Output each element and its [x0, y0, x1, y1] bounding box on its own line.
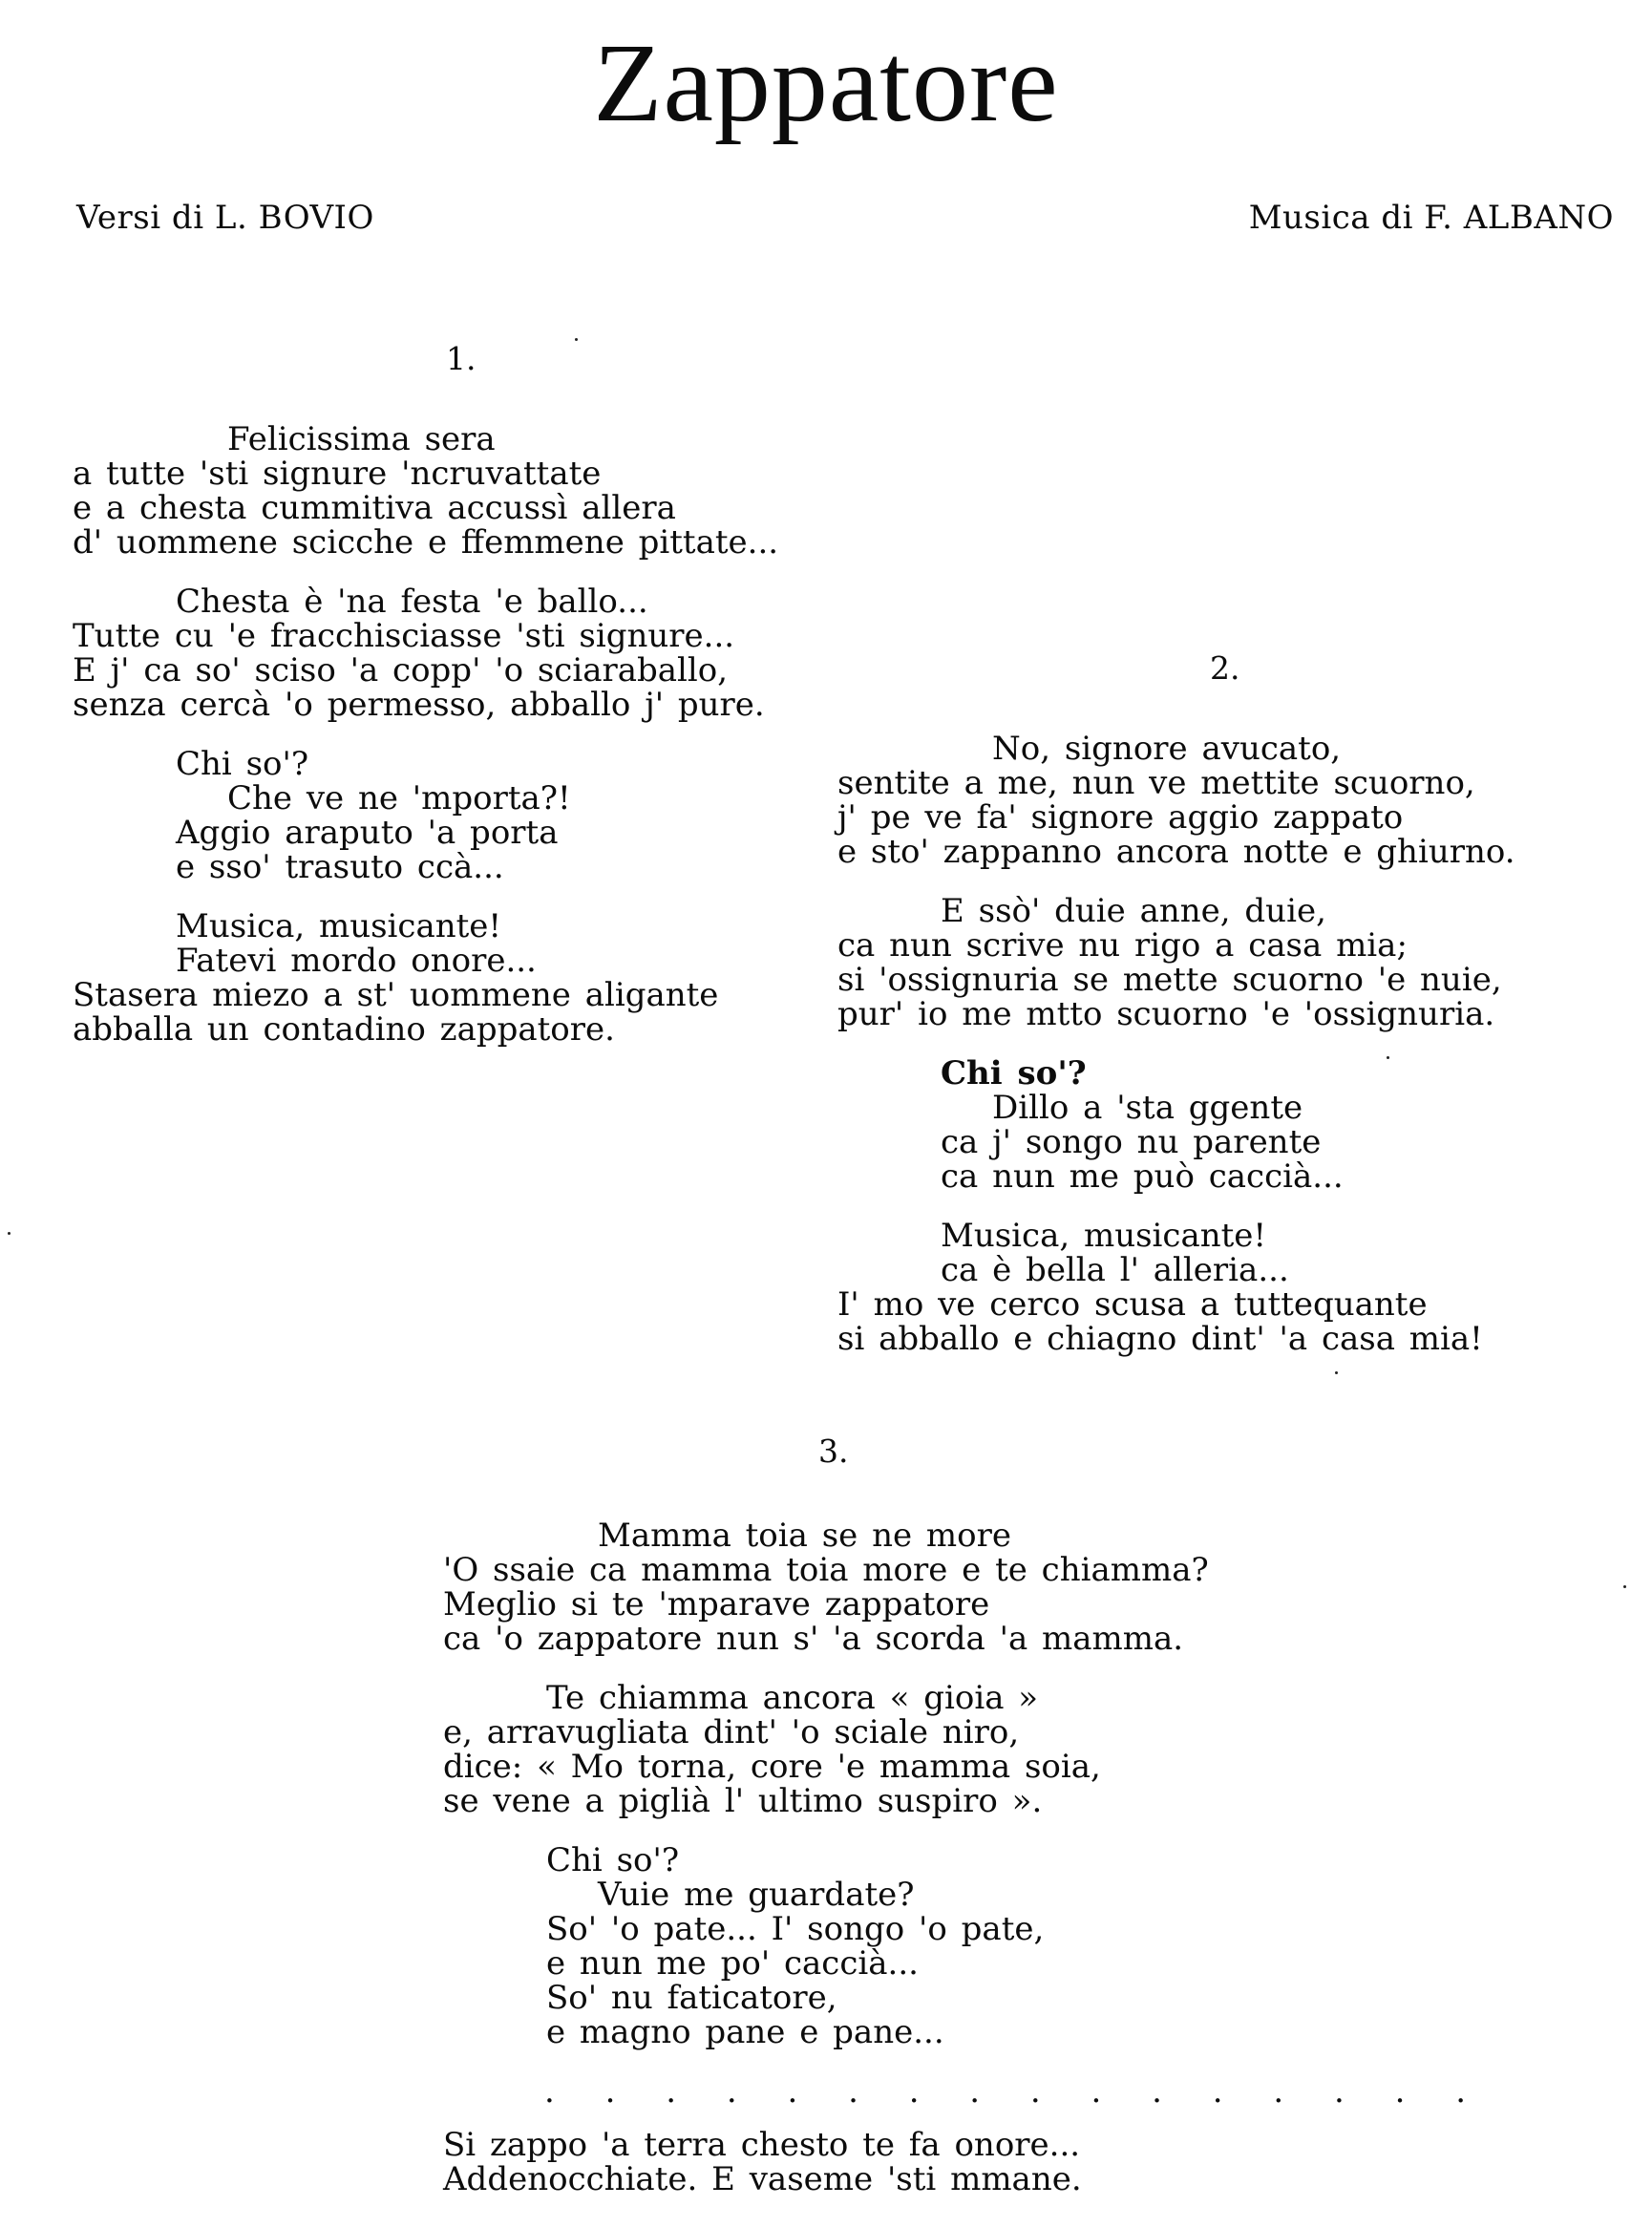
verse-line: Si zappo 'a terra chesto te fa onore...	[443, 2126, 1081, 2164]
verse-line: si abballo e chiagno dint' 'a casa mia!	[837, 1320, 1483, 1358]
verse-line: a tutte 'sti signure 'ncruvattate	[73, 455, 602, 493]
verse-line: Meglio si te 'mparave zappatore	[443, 1585, 990, 1623]
stanza-3-ending	[443, 2128, 1082, 2196]
verse-line: Chi so'?	[176, 745, 309, 783]
verse-line: So' 'o pate... I' songo 'o pate,	[546, 1910, 1045, 1948]
verse-line: E ssò' duie anne, duie,	[941, 892, 1326, 930]
print-speck	[1623, 1585, 1626, 1588]
verse-line: Te chiamma ancora « gioia »	[546, 1679, 1039, 1717]
verse-line: se vene a piglià l' ultimo suspiro ».	[443, 1782, 1043, 1820]
stanza-number-2: 2.	[1210, 649, 1240, 687]
stanza-2	[837, 732, 1515, 1356]
verse-line: Chi so'?	[941, 1054, 1087, 1093]
verse-line: e, arravugliata dint' 'o sciale niro,	[443, 1713, 1020, 1751]
print-speck	[575, 338, 578, 341]
verse-line: dice: « Mo torna, core 'e mamma soia,	[443, 1748, 1101, 1786]
print-speck	[1335, 1371, 1338, 1374]
verse-line: Musica, musicante!	[176, 907, 502, 945]
verse-line: e a chesta cummitiva accussì allera	[73, 489, 676, 527]
verse-line: Felicissima sera	[227, 420, 496, 458]
ellipsis-separator: . . . . . . . . . . . . . . . .	[544, 2072, 1487, 2111]
verse-line: ca nun me può caccià...	[941, 1157, 1344, 1196]
verse-line: senza cercà 'o permesso, abballo j' pure.	[73, 686, 765, 724]
print-speck	[1387, 1056, 1389, 1059]
verse-line: j' pe ve fa' signore aggio zappato	[837, 798, 1404, 837]
print-speck	[8, 1232, 11, 1235]
verse-line: Musica, musicante!	[941, 1217, 1267, 1255]
stanza-number-3: 3.	[818, 1432, 849, 1470]
verse-line: e magno pane e pane...	[546, 2013, 944, 2051]
composer-credit: Musica di F. ALBANO	[1248, 199, 1614, 237]
verse-line: Chi so'?	[546, 1841, 680, 1879]
verse-line: Addenocchiate. E vaseme 'sti mmane.	[443, 2160, 1082, 2198]
song-title: Zappatore	[593, 20, 1059, 145]
verse-line: ca è bella l' alleria...	[941, 1251, 1289, 1289]
verse-line: e sso' trasuto ccà...	[176, 848, 504, 886]
stanza-1	[73, 422, 778, 1047]
lyricist-credit: Versi di L. BOVIO	[76, 199, 374, 237]
verse-line: No, signore avucato,	[992, 730, 1342, 768]
verse-line: Vuie me guardate?	[598, 1876, 915, 1914]
verse-line: e nun me po' caccià...	[546, 1944, 919, 1983]
verse-line: Aggio araputo 'a porta	[176, 814, 559, 852]
verse-line: ca nun scrive nu rigo a casa mia;	[837, 926, 1408, 965]
verse-line: abballa un contadino zappatore.	[73, 1010, 615, 1049]
verse-line: si 'ossignuria se mette scuorno 'e nuie,	[837, 961, 1502, 999]
verse-line: Dillo a 'sta ggente	[992, 1089, 1303, 1127]
verse-line: e sto' zappanno ancora notte e ghiurno.	[837, 833, 1515, 871]
verse-line: Mamma toia se ne more	[598, 1517, 1012, 1555]
verse-line: Tutte cu 'e fracchisciasse 'sti signure...	[73, 617, 735, 655]
verse-line: ca 'o zappatore nun s' 'a scorda 'a mamma.	[443, 1620, 1184, 1658]
verse-line: E j' ca so' sciso 'a copp' 'o sciaraballo,	[73, 651, 729, 690]
verse-line: Fatevi mordo onore...	[176, 942, 537, 980]
verse-line: pur' io me mtto scuorno 'e 'ossignuria.	[837, 995, 1495, 1033]
verse-line: I' mo ve cerco scusa a tuttequante	[837, 1285, 1428, 1324]
verse-line: So' nu faticatore,	[546, 1979, 837, 2017]
verse-line: d' uommene scicche e ffemmene pittate...	[73, 523, 779, 562]
verse-line: Chesta è 'na festa 'e ballo...	[176, 583, 648, 621]
verse-line: ca j' songo nu parente	[941, 1123, 1322, 1161]
verse-line: 'O ssaie ca mamma toia more e te chiamma?	[443, 1551, 1209, 1589]
stanza-3	[443, 1518, 1209, 2049]
verse-line: Stasera miezo a st' uommene aligante	[73, 976, 719, 1014]
verse-line: Che ve ne 'mporta?!	[227, 779, 571, 817]
stanza-number-1: 1.	[446, 340, 477, 377]
verse-line: sentite a me, nun ve mettite scuorno,	[837, 764, 1475, 802]
